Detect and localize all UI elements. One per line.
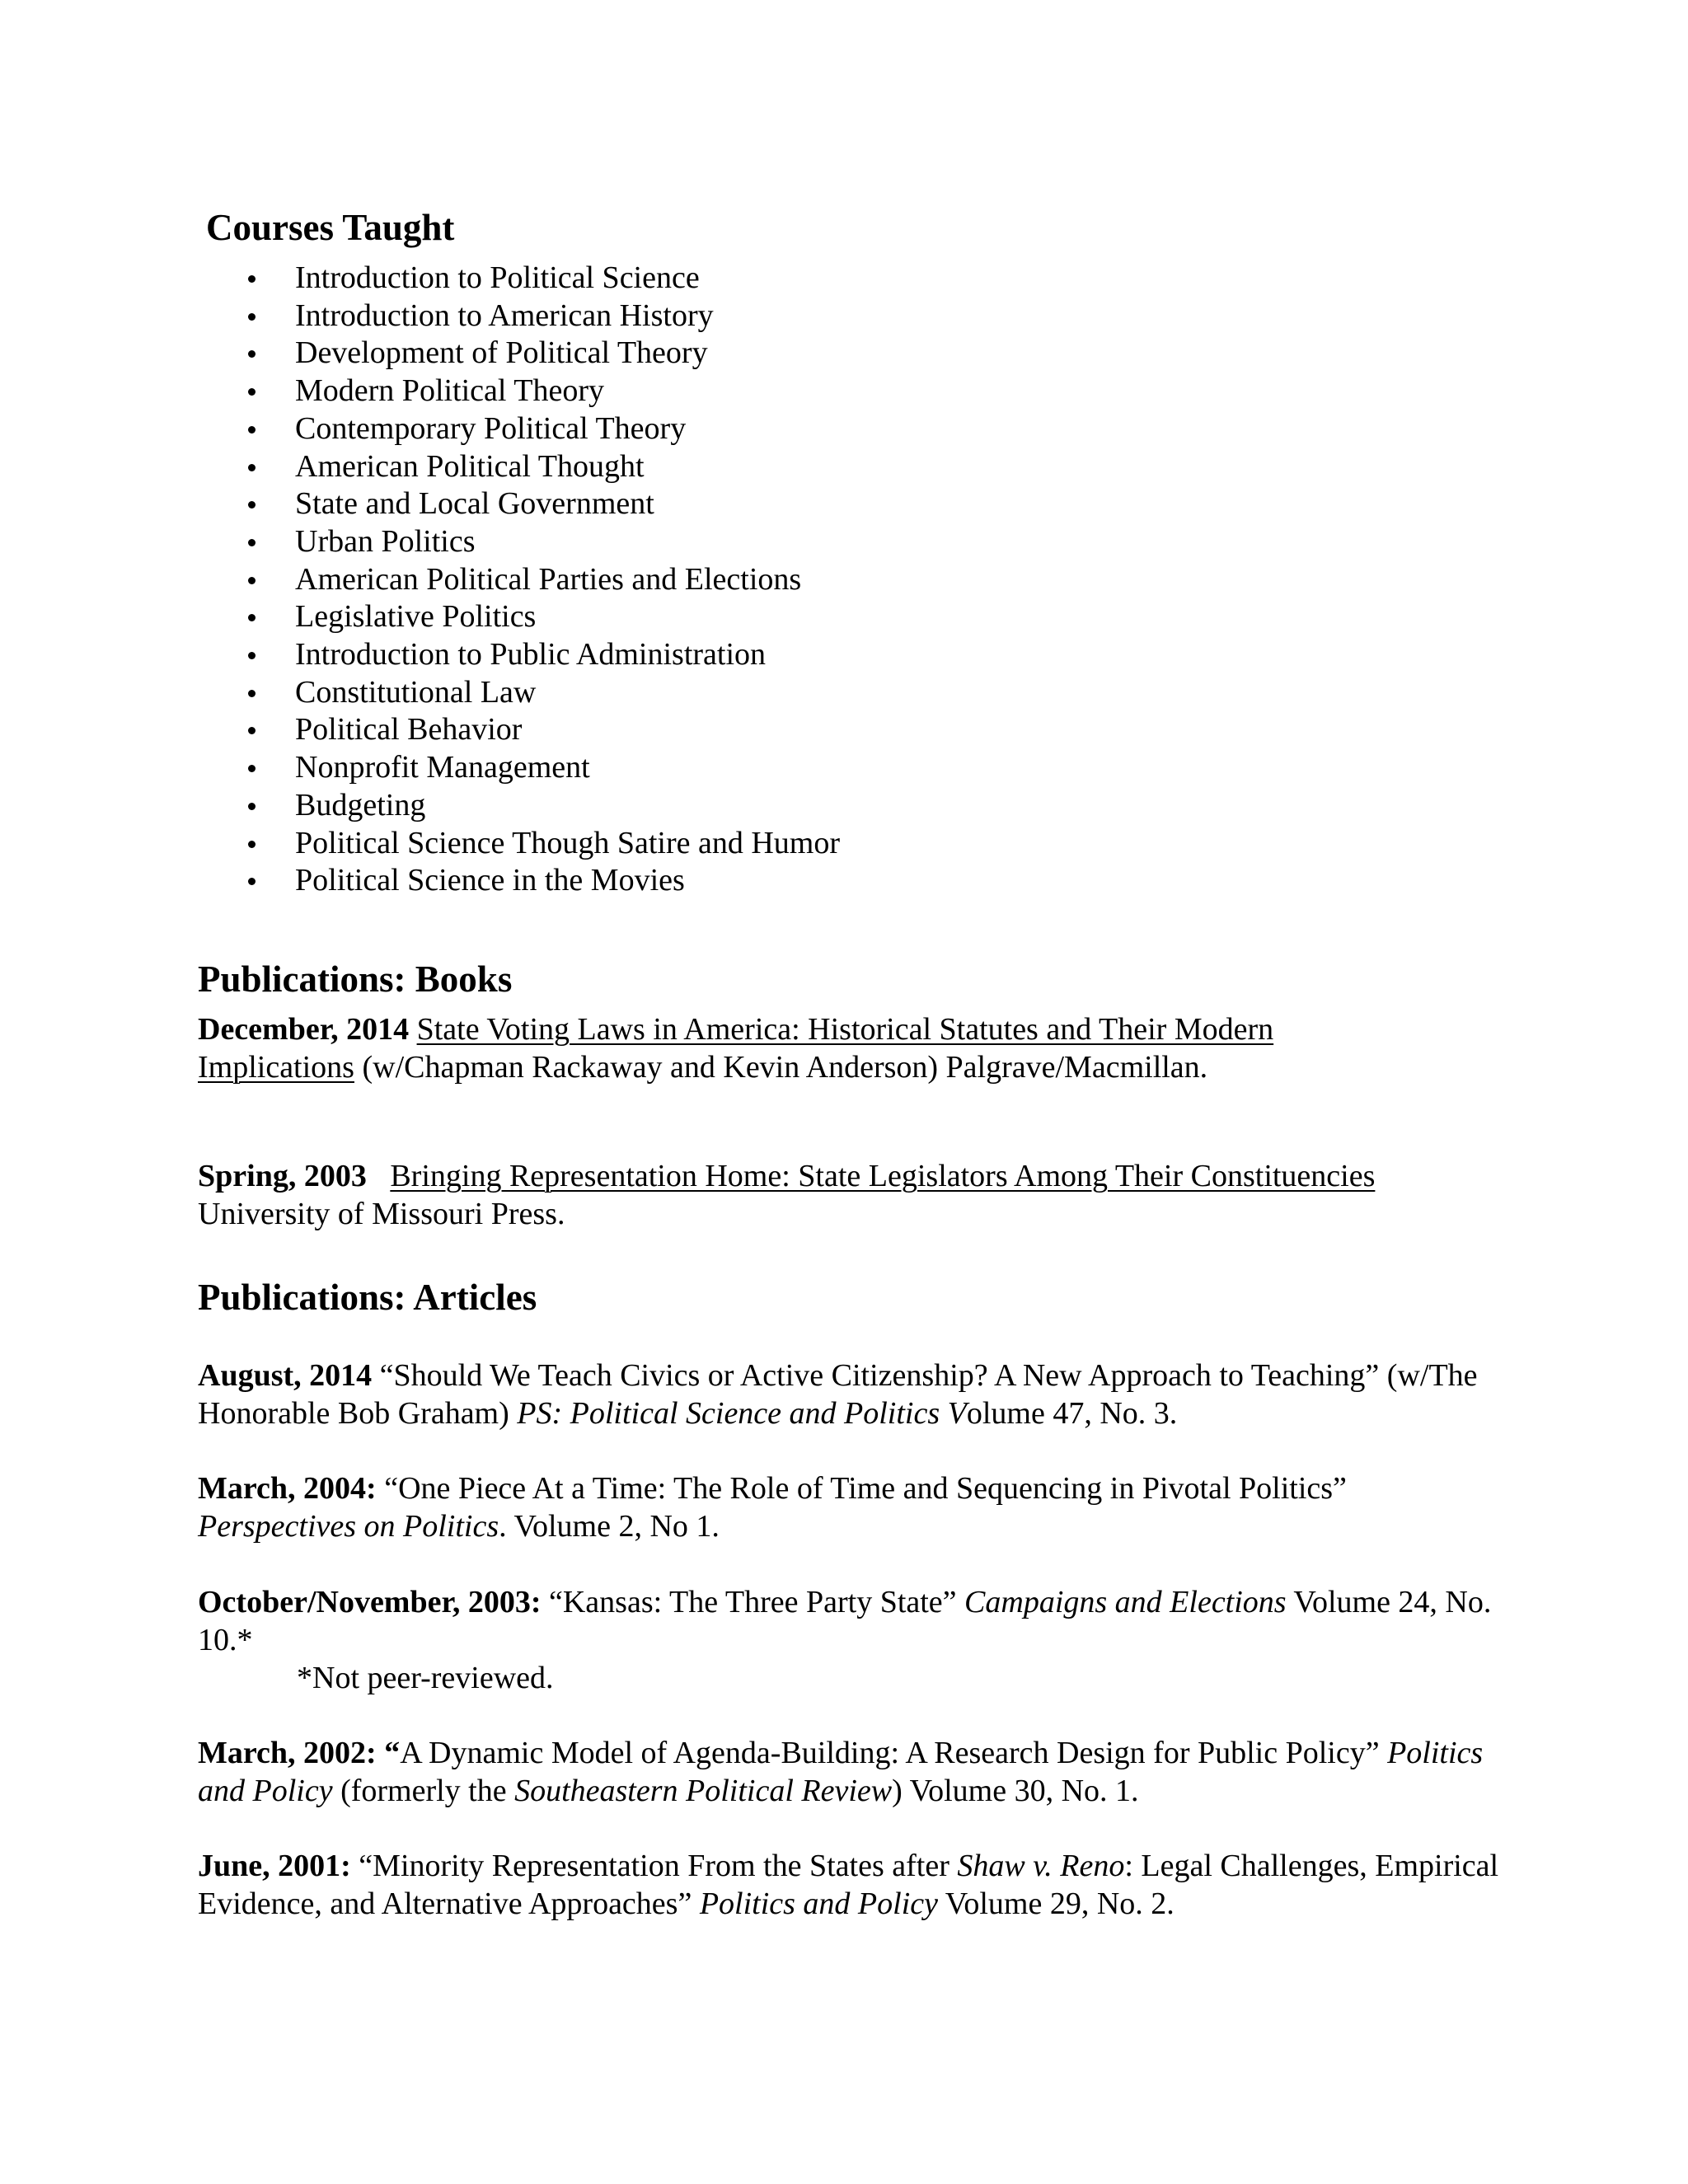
book-details: (w/Chapman Rackaway and Kevin Anderson) Palgrave/Macmillan. (354, 1050, 1208, 1085)
bullet-icon (248, 652, 256, 659)
list-item (295, 711, 840, 749)
bullet-icon (248, 426, 256, 434)
article-entry (198, 1469, 1500, 1545)
list-item (295, 674, 840, 712)
article-entry (198, 1357, 1500, 1432)
article-entry (198, 1847, 1500, 1923)
article-entry (198, 1583, 1500, 1697)
article-date: August, 2014 (198, 1358, 373, 1393)
article-journal: Perspectives on Politics (198, 1509, 499, 1544)
article-note: *Not peer-reviewed. (297, 1661, 554, 1695)
course-label: Contemporary Political Theory (295, 410, 687, 446)
courses-list (295, 260, 840, 900)
course-label: State and Local Government (295, 486, 654, 522)
list-item (295, 485, 840, 523)
courses-taught-heading: Courses Taught (206, 207, 455, 248)
course-label: Political Science Though Satire and Humor (295, 825, 840, 860)
course-label: Budgeting (295, 787, 426, 823)
bullet-icon (248, 464, 256, 471)
list-item (295, 787, 840, 825)
course-label: Nonprofit Management (295, 750, 590, 785)
bullet-icon (248, 313, 256, 321)
article-date: June, 2001: (198, 1849, 351, 1883)
course-label: Modern Political Theory (295, 373, 605, 409)
course-label: American Political Thought (295, 448, 645, 484)
bullet-icon (248, 690, 256, 697)
course-label: Introduction to Political Science (295, 260, 700, 295)
list-item (295, 335, 840, 373)
article-volume: Volume 24, No. 10.* (198, 1585, 1492, 1657)
bullet-icon (248, 727, 256, 734)
publications-articles-heading: Publications: Articles (198, 1277, 537, 1318)
article-title: “One Piece At a Time: The Role of Time and Sequencing in Pivotal Politics” (376, 1471, 1347, 1506)
list-item (295, 410, 840, 448)
bullet-icon (248, 614, 256, 621)
list-item (295, 862, 840, 900)
bullet-icon (248, 577, 256, 584)
article-text: (formerly the (332, 1774, 515, 1808)
bullet-icon (248, 803, 256, 810)
article-date: March, 2002: “ (198, 1736, 401, 1770)
course-label: Political Behavior (295, 712, 523, 748)
article-case: Shaw v. Reno (957, 1849, 1125, 1883)
article-journal-former: Southeastern Political Review (514, 1774, 893, 1808)
course-label: Political Science in the Movies (295, 863, 685, 898)
bullet-icon (248, 388, 256, 396)
bullet-icon (248, 765, 256, 772)
course-label: Legislative Politics (295, 599, 537, 635)
book-title-continued: Implications (198, 1050, 354, 1085)
article-title: A Dynamic Model of Agenda-Building: A Research Design for Public Policy” (400, 1736, 1388, 1770)
course-label: American Political Parties and Elections (295, 561, 802, 597)
list-item (295, 749, 840, 787)
article-volume: olume 47, No. 3. (966, 1396, 1178, 1431)
course-label: Urban Politics (295, 523, 476, 559)
list-item (295, 298, 840, 335)
article-entry (198, 1734, 1500, 1810)
bullet-icon (248, 841, 256, 848)
list-item (295, 523, 840, 561)
book-details: University of Missouri Press. (198, 1197, 565, 1231)
list-item (295, 598, 840, 636)
article-journal: Politics and Policy (699, 1886, 938, 1921)
publications-books-heading: Publications: Books (198, 958, 513, 1000)
article-journal: Campaigns and Elections (964, 1585, 1287, 1619)
bullet-icon (248, 350, 256, 358)
article-title: “Should We Teach Civics or Active Citizenship? A New Approach to Teaching” (w/The Honorable Bob Graham) (198, 1358, 1478, 1431)
article-volume: . Volume 2, No 1. (499, 1509, 720, 1544)
book-entry (198, 1010, 1500, 1086)
list-item (295, 561, 840, 599)
article-volume: ) Volume 30, No. 1. (892, 1774, 1139, 1808)
book-date: Spring, 2003 (198, 1159, 367, 1193)
list-item (295, 825, 840, 863)
bullet-icon (248, 539, 256, 546)
list-item (295, 260, 840, 298)
book-entry (198, 1157, 1500, 1233)
course-label: Introduction to American History (295, 298, 714, 333)
list-item (295, 448, 840, 486)
article-journal: Politics and Policy (198, 1736, 1484, 1808)
article-title-continued: : Legal Challenges, Empirical Evidence, and Alternative Approaches” (198, 1849, 1499, 1921)
book-date: December, 2014 (198, 1012, 410, 1047)
article-date: October/November, 2003: (198, 1585, 542, 1619)
book-title: Bringing Representation Home: State Legislators Among Their Constituencies (390, 1159, 1376, 1193)
list-item (295, 373, 840, 410)
course-label: Constitutional Law (295, 674, 537, 710)
article-date: March, 2004: (198, 1471, 377, 1506)
list-item (295, 636, 840, 674)
article-volume: Volume 29, No. 2. (937, 1886, 1175, 1921)
bullet-icon (248, 501, 256, 509)
book-title: State Voting Laws in America: Historical Statutes and Their Modern (416, 1012, 1274, 1047)
course-label: Development of Political Theory (295, 335, 708, 371)
article-journal: PS: Political Science and Politics V (517, 1396, 967, 1431)
bullet-icon (248, 275, 256, 283)
course-label: Introduction to Public Administration (295, 637, 767, 673)
article-title: “Minority Representation From the States after (350, 1849, 958, 1883)
article-title: “Kansas: The Three Party State” (541, 1585, 965, 1619)
bullet-icon (248, 878, 256, 885)
